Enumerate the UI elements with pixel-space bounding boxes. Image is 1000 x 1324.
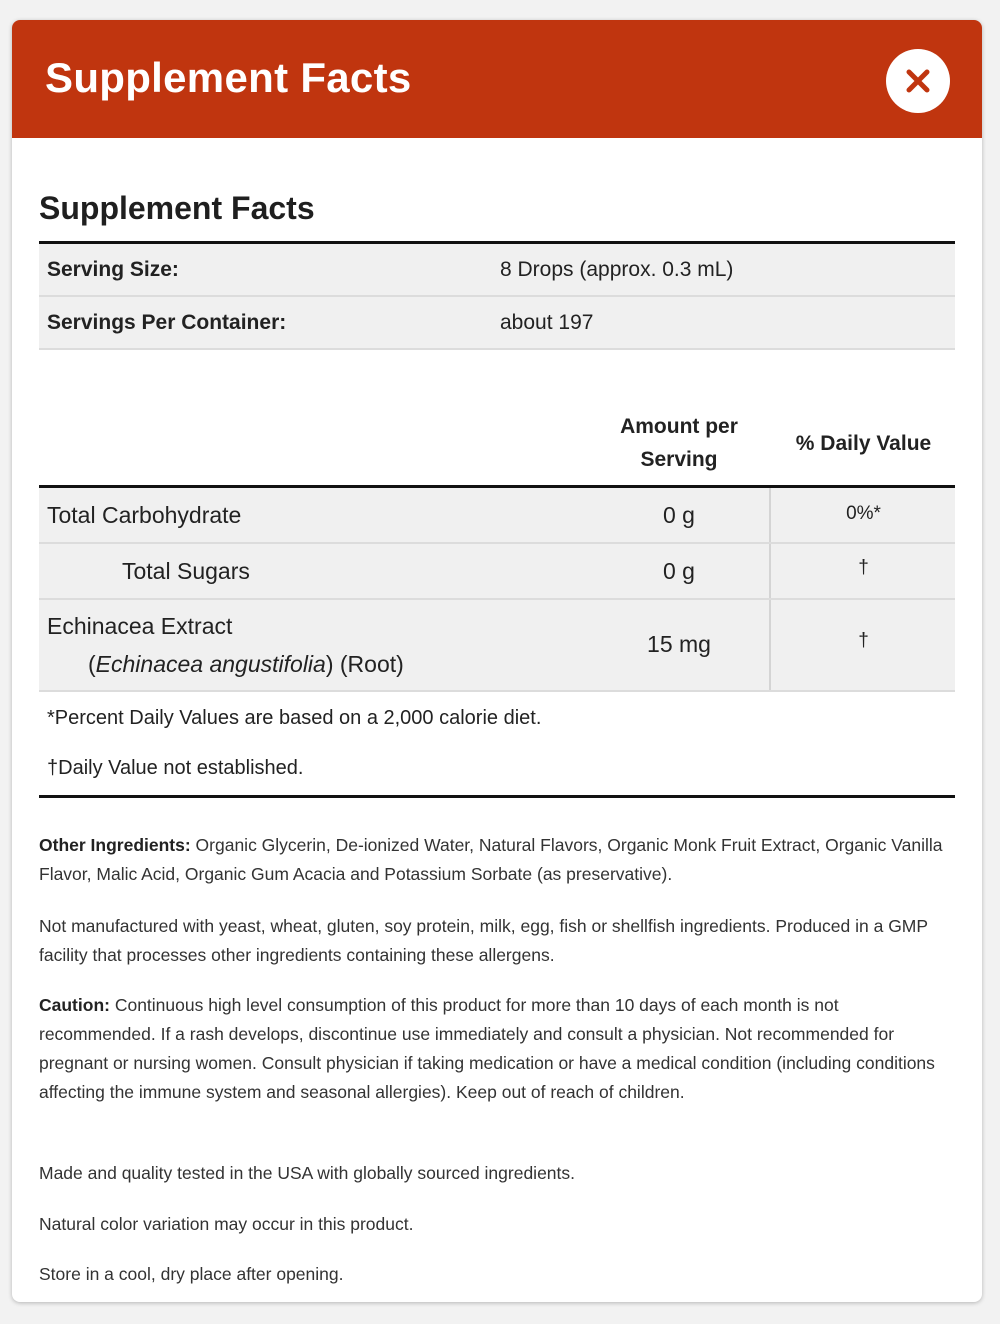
nutrient-table <box>39 485 955 692</box>
allergen-statement: Not manufactured with yeast, wheat, gluten, soy protein, milk, egg, fish or shellfish ingredients. Produced in a GMP facility that processes other ingredients containing these allergens. <box>39 916 928 965</box>
nutrient-daily-value: † <box>858 630 869 651</box>
storage-statement: Store in a cool, dry place after opening. <box>39 1264 344 1284</box>
nutrient-row <box>39 544 955 600</box>
subname-close: ) (Root) <box>325 651 404 677</box>
nutrient-daily-value: † <box>858 557 869 578</box>
amount-header-line2: Serving <box>640 448 718 471</box>
subname-italic: Echinacea angustifolia <box>95 651 326 677</box>
column-divider <box>769 600 771 690</box>
other-ingredients-text: Organic Glycerin, De-ionized Water, Natural Flavors, Organic Monk Fruit Extract, Organic Vanilla Flavor, Malic Acid, Organic Gum Acacia and Potassium Sorbate (as preservative). <box>39 835 943 884</box>
modal-title: Supplement Facts <box>45 54 412 101</box>
nutrient-subname <box>88 651 404 678</box>
servings-per-container-label: Servings Per Container: <box>47 311 287 334</box>
nutrient-daily-value: 0%* <box>846 503 881 524</box>
servings-per-container-row <box>39 297 955 350</box>
column-divider <box>769 488 771 542</box>
amount-header-line1: Amount per <box>620 415 738 438</box>
column-divider <box>769 544 771 598</box>
nutrient-name: Total Carbohydrate <box>47 502 242 528</box>
nutrient-amount: 15 mg <box>647 631 711 657</box>
daily-value-header: % Daily Value <box>795 432 932 455</box>
color-variation-statement: Natural color variation may occur in this product. <box>39 1214 414 1234</box>
serving-size-value: 8 Drops (approx. 0.3 mL) <box>500 258 734 281</box>
made-in-usa-statement: Made and quality tested in the USA with globally sourced ingredients. <box>39 1163 576 1183</box>
nutrient-name: Total Sugars <box>122 558 250 584</box>
footnote-dagger: †Daily Value not established. <box>47 757 304 779</box>
close-icon <box>904 67 932 95</box>
serving-size-label: Serving Size: <box>47 258 179 281</box>
amount-per-serving-header <box>599 410 759 476</box>
serving-table <box>39 241 955 350</box>
nutrient-amount: 0 g <box>663 502 695 528</box>
caution-label: Caution: <box>39 995 110 1015</box>
section-divider <box>39 795 955 798</box>
modal-header <box>12 20 982 138</box>
other-ingredients-label: Other Ingredients: <box>39 835 191 855</box>
facts-heading: Supplement Facts <box>39 190 315 226</box>
nutrient-row <box>39 488 955 544</box>
other-ingredients <box>39 831 955 889</box>
nutrient-amount: 0 g <box>663 558 695 584</box>
supplement-facts-modal <box>12 20 982 1302</box>
servings-per-container-value: about 197 <box>500 311 594 334</box>
nutrient-row <box>39 600 955 692</box>
footnote-percent: *Percent Daily Values are based on a 2,000 calorie diet. <box>47 707 542 729</box>
caution-statement <box>39 991 955 1107</box>
caution-text: Continuous high level consumption of this product for more than 10 days of each month is not recommended. If a rash develops, discontinue use immediately and consult a physician. Not recommended for pregnant or nursing women. Consult physician if taking medication or have a medical condition (including conditions affecting the immune system and seasonal allergies). Keep out of reach of children. <box>39 995 935 1102</box>
serving-size-row <box>39 244 955 297</box>
nutrient-name: Echinacea Extract <box>47 613 233 639</box>
subname-open: ( <box>88 651 96 677</box>
close-button[interactable] <box>886 49 950 113</box>
